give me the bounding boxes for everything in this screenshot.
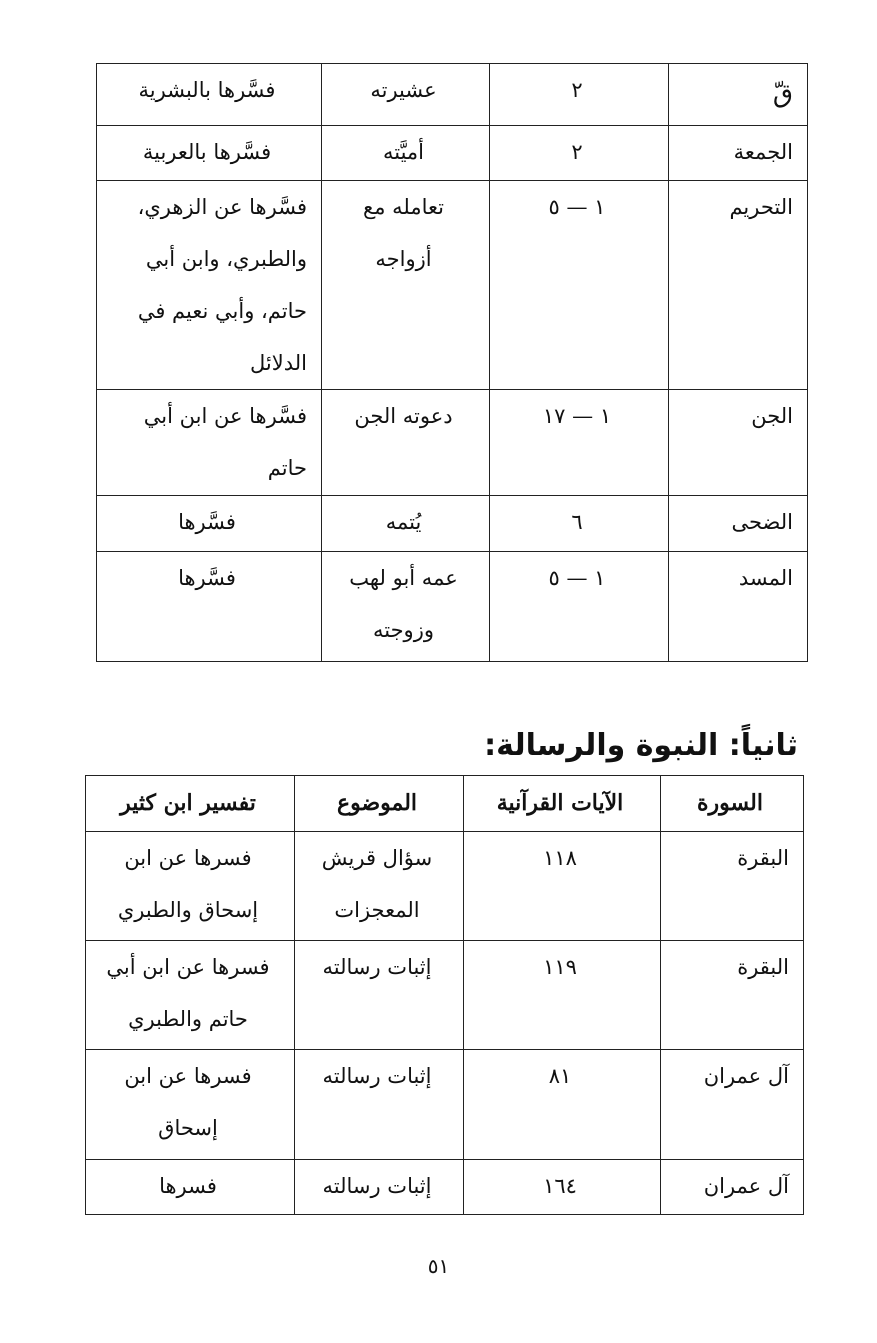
- table-prophethood: [85, 775, 804, 1215]
- topic-cell: تعامله مع أزواجه: [322, 181, 490, 390]
- topic-cell: عشيرته: [322, 64, 490, 126]
- table-row: [86, 941, 804, 1050]
- verses-cell: ١ — ٥: [490, 181, 669, 390]
- tafsir-cell: فسَّرها: [97, 552, 322, 662]
- verses-cell: ١١٨: [464, 832, 661, 941]
- verses-cell: ٦: [490, 496, 669, 552]
- topic-cell: أميَّته: [322, 126, 490, 181]
- tafsir-cell: فسَّرها عن الزهري، والطبري، وابن أبي حاتم، وأبي نعيم في الدلائل: [97, 181, 322, 390]
- topic-cell: دعوته الجن: [322, 390, 490, 496]
- table-row: [97, 496, 808, 552]
- verses-cell: ١ — ٥: [490, 552, 669, 662]
- topic-cell: إثبات رسالته: [295, 1160, 464, 1215]
- table-row: [97, 390, 808, 496]
- topic-cell: إثبات رسالته: [295, 941, 464, 1050]
- surah-cell: آل عمران: [661, 1160, 804, 1215]
- surah-cell: قّ: [669, 64, 808, 126]
- verses-cell: ١١٩: [464, 941, 661, 1050]
- topic-cell: سؤال قريش المعجزات: [295, 832, 464, 941]
- surah-cell: التحريم: [669, 181, 808, 390]
- table-row: [97, 552, 808, 662]
- tafsir-cell: فسرها عن ابن إسحاق: [86, 1050, 295, 1160]
- tafsir-cell: فسَّرها بالعربية: [97, 126, 322, 181]
- verses-cell: ٢: [490, 64, 669, 126]
- verses-cell: ٨١: [464, 1050, 661, 1160]
- surah-cell: المسد: [669, 552, 808, 662]
- table-row: [86, 1160, 804, 1215]
- surah-cell: الضحى: [669, 496, 808, 552]
- table-prophet-family: [96, 63, 808, 662]
- header-tafsir: تفسير ابن كثير: [86, 776, 295, 832]
- surah-cell: الجن: [669, 390, 808, 496]
- surah-cell: آل عمران: [661, 1050, 804, 1160]
- table-row: [86, 832, 804, 941]
- header-verses: الآيات القرآنية: [464, 776, 661, 832]
- table-row: [97, 126, 808, 181]
- header-topic: الموضوع: [295, 776, 464, 832]
- tafsir-cell: فسَّرها: [97, 496, 322, 552]
- topic-cell: عمه أبو لهب وزوجته: [322, 552, 490, 662]
- table-row: [97, 64, 808, 126]
- verses-cell: ٢: [490, 126, 669, 181]
- verses-cell: ١ — ١٧: [490, 390, 669, 496]
- table-row: [86, 1050, 804, 1160]
- table-header-row: [86, 776, 804, 832]
- topic-cell: يُتمه: [322, 496, 490, 552]
- tafsir-cell: فسرها عن ابن أبي حاتم والطبري: [86, 941, 295, 1050]
- table-row: [97, 181, 808, 390]
- tafsir-cell: فسرها عن ابن إسحاق والطبري: [86, 832, 295, 941]
- surah-cell: البقرة: [661, 832, 804, 941]
- section-heading: ثانياً: النبوة والرسالة:: [484, 728, 798, 763]
- header-surah: السورة: [661, 776, 804, 832]
- verses-cell: ١٦٤: [464, 1160, 661, 1215]
- page-number: ٥١: [427, 1254, 450, 1278]
- surah-cell: البقرة: [661, 941, 804, 1050]
- tafsir-cell: فسَّرها عن ابن أبي حاتم: [97, 390, 322, 496]
- surah-cell: الجمعة: [669, 126, 808, 181]
- tafsir-cell: فسَّرها بالبشرية: [97, 64, 322, 126]
- tafsir-cell: فسرها: [86, 1160, 295, 1215]
- topic-cell: إثبات رسالته: [295, 1050, 464, 1160]
